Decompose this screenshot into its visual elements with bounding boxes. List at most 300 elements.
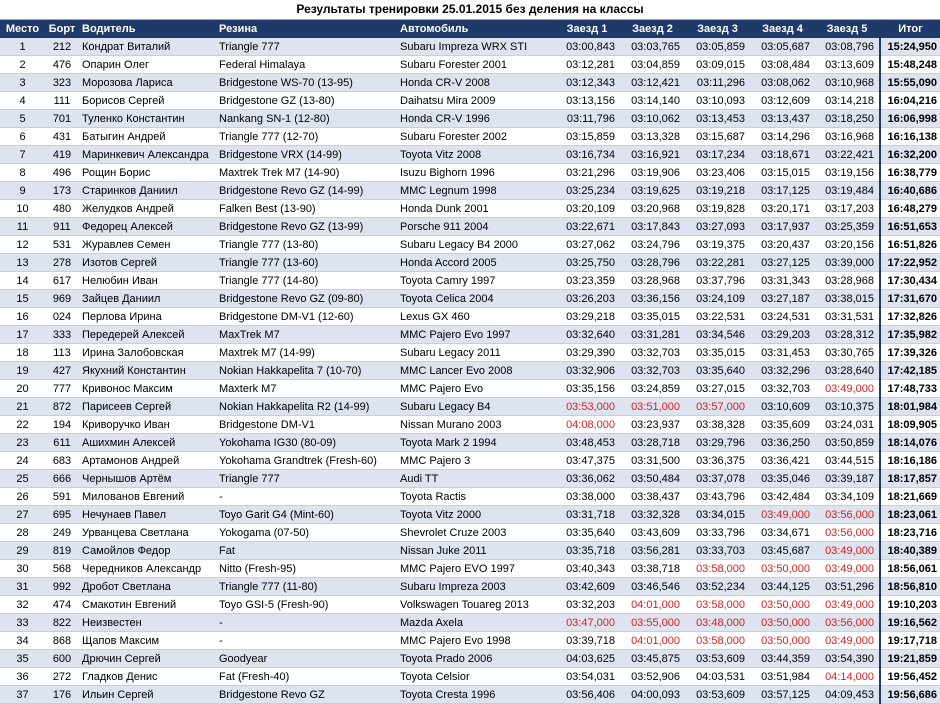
cell-lap-4: 03:17,937 <box>750 218 815 236</box>
cell-lap-2: 03:50,484 <box>620 470 685 488</box>
cell-lap-4: 03:31,343 <box>750 272 815 290</box>
cell-lap-3: 03:27,093 <box>685 218 750 236</box>
cell-lap-3: 03:05,859 <box>685 38 750 56</box>
cell-lap-1: 03:15,859 <box>554 128 620 146</box>
cell-tire: Toyo Garit G4 (Mint-60) <box>216 506 397 524</box>
cell-car: MMC Lancer Evo 2008 <box>397 362 554 380</box>
cell-place: 31 <box>0 578 45 596</box>
cell-lap-5: 03:54,390 <box>815 650 880 668</box>
cell-tire: Bridgestone Revo GZ (09-80) <box>216 290 397 308</box>
cell-lap-1: 03:31,718 <box>554 506 620 524</box>
cell-lap-2: 03:32,703 <box>620 344 685 362</box>
cell-car: Subaru Legacy 2011 <box>397 344 554 362</box>
cell-driver: Милованов Евгений <box>79 488 216 506</box>
table-row <box>0 596 940 614</box>
cell-lap-5: 03:34,109 <box>815 488 880 506</box>
cell-total: 19:10,203 <box>880 596 940 614</box>
cell-lap-2: 03:52,906 <box>620 668 685 686</box>
cell-driver: Самойлов Федор <box>79 542 216 560</box>
cell-board: 431 <box>45 128 79 146</box>
cell-car: Toyota Mark 2 1994 <box>397 434 554 452</box>
cell-lap-4: 03:17,125 <box>750 182 815 200</box>
cell-lap-3: 03:52,234 <box>685 578 750 596</box>
cell-board: 113 <box>45 344 79 362</box>
cell-lap-2: 03:20,968 <box>620 200 685 218</box>
cell-lap-3: 03:37,078 <box>685 470 750 488</box>
cell-board: 531 <box>45 236 79 254</box>
table-row <box>0 632 940 650</box>
cell-place: 5 <box>0 110 45 128</box>
cell-lap-3: 04:03,531 <box>685 668 750 686</box>
cell-car: Subaru Forester 2002 <box>397 128 554 146</box>
table-row <box>0 308 940 326</box>
cell-driver: Смакотин Евгений <box>79 596 216 614</box>
cell-total: 17:22,952 <box>880 254 940 272</box>
column-header-lap-2: Заезд 2 <box>620 20 685 38</box>
cell-tire: Maxtrek Trek M7 (14-90) <box>216 164 397 182</box>
cell-driver: Кривонос Максим <box>79 380 216 398</box>
cell-board: 872 <box>45 398 79 416</box>
cell-tire: Bridgestone WS-70 (13-95) <box>216 74 397 92</box>
cell-lap-1: 03:23,359 <box>554 272 620 290</box>
table-row <box>0 74 940 92</box>
cell-board: 024 <box>45 308 79 326</box>
cell-lap-3: 03:53,609 <box>685 686 750 704</box>
cell-lap-1: 03:39,718 <box>554 632 620 650</box>
cell-total: 17:48,733 <box>880 380 940 398</box>
cell-lap-2: 03:19,625 <box>620 182 685 200</box>
table-row <box>0 506 940 524</box>
column-header-lap-5: Заезд 5 <box>815 20 880 38</box>
cell-place: 2 <box>0 56 45 74</box>
cell-place: 11 <box>0 218 45 236</box>
cell-total: 15:55,090 <box>880 74 940 92</box>
cell-place: 8 <box>0 164 45 182</box>
cell-place: 27 <box>0 506 45 524</box>
cell-total: 18:40,389 <box>880 542 940 560</box>
cell-driver: Чернышов Артём <box>79 470 216 488</box>
cell-total: 18:16,186 <box>880 452 940 470</box>
cell-driver: Неизвестен <box>79 614 216 632</box>
cell-lap-4: 03:27,125 <box>750 254 815 272</box>
cell-lap-1: 03:35,640 <box>554 524 620 542</box>
cell-lap-2: 03:12,421 <box>620 74 685 92</box>
cell-place: 20 <box>0 380 45 398</box>
cell-board: 822 <box>45 614 79 632</box>
cell-place: 13 <box>0 254 45 272</box>
cell-tire: Yokohama IG30 (80-09) <box>216 434 397 452</box>
cell-total: 15:48,248 <box>880 56 940 74</box>
cell-lap-4: 03:13,437 <box>750 110 815 128</box>
cell-lap-1: 03:12,343 <box>554 74 620 92</box>
cell-place: 6 <box>0 128 45 146</box>
cell-car: Toyota Vitz 2008 <box>397 146 554 164</box>
cell-place: 14 <box>0 272 45 290</box>
cell-driver: Криворучко Иван <box>79 416 216 434</box>
cell-tire: Fat (Fresh-40) <box>216 668 397 686</box>
cell-lap-1: 03:54,031 <box>554 668 620 686</box>
cell-tire: - <box>216 488 397 506</box>
cell-driver: Морозова Лариса <box>79 74 216 92</box>
cell-lap-5: 03:39,187 <box>815 470 880 488</box>
cell-lap-5: 03:38,015 <box>815 290 880 308</box>
cell-total: 17:42,185 <box>880 362 940 380</box>
cell-lap-1: 03:00,843 <box>554 38 620 56</box>
table-row <box>0 578 940 596</box>
cell-lap-1: 03:16,734 <box>554 146 620 164</box>
cell-lap-1: 03:36,062 <box>554 470 620 488</box>
cell-lap-2: 03:28,796 <box>620 254 685 272</box>
table-row <box>0 38 940 56</box>
cell-tire: Falken Best (13-90) <box>216 200 397 218</box>
cell-tire: Triangle 777 (12-70) <box>216 128 397 146</box>
cell-lap-5: 03:28,640 <box>815 362 880 380</box>
cell-lap-3: 03:36,375 <box>685 452 750 470</box>
cell-place: 30 <box>0 560 45 578</box>
cell-total: 16:38,779 <box>880 164 940 182</box>
cell-lap-4: 03:42,484 <box>750 488 815 506</box>
cell-lap-3: 03:22,281 <box>685 254 750 272</box>
column-header-board: Борт <box>45 20 79 38</box>
table-row <box>0 416 940 434</box>
column-header-car: Автомобиль <box>397 20 554 38</box>
cell-car: Volkswagen Touareg 2013 <box>397 596 554 614</box>
cell-place: 12 <box>0 236 45 254</box>
cell-car: Subaru Legacy B4 <box>397 398 554 416</box>
cell-driver: Желудков Андрей <box>79 200 216 218</box>
cell-place: 21 <box>0 398 45 416</box>
cell-lap-3: 03:22,531 <box>685 308 750 326</box>
cell-car: Shevrolet Cruze 2003 <box>397 524 554 542</box>
cell-place: 22 <box>0 416 45 434</box>
cell-board: 212 <box>45 38 79 56</box>
cell-lap-4: 03:57,125 <box>750 686 815 704</box>
cell-lap-1: 03:42,609 <box>554 578 620 596</box>
column-header-lap-1: Заезд 1 <box>554 20 620 38</box>
cell-car: Toyota Vitz 2000 <box>397 506 554 524</box>
cell-car: Daihatsu Mira 2009 <box>397 92 554 110</box>
cell-place: 25 <box>0 470 45 488</box>
cell-tire: Maxtrek M7 (14-99) <box>216 344 397 362</box>
table-row <box>0 398 940 416</box>
cell-lap-3: 03:29,796 <box>685 434 750 452</box>
cell-car: Porsche 911 2004 <box>397 218 554 236</box>
cell-lap-4: 03:10,609 <box>750 398 815 416</box>
cell-place: 3 <box>0 74 45 92</box>
cell-total: 15:24,950 <box>880 38 940 56</box>
cell-driver: Якухний Константин <box>79 362 216 380</box>
table-row <box>0 326 940 344</box>
cell-car: Honda CR-V 2008 <box>397 74 554 92</box>
cell-lap-5: 03:51,296 <box>815 578 880 596</box>
table-row <box>0 524 940 542</box>
cell-lap-4: 03:50,000 <box>750 614 815 632</box>
cell-lap-4: 03:08,062 <box>750 74 815 92</box>
cell-lap-3: 03:48,000 <box>685 614 750 632</box>
cell-lap-5: 03:49,000 <box>815 380 880 398</box>
cell-lap-4: 03:34,671 <box>750 524 815 542</box>
cell-lap-3: 03:37,796 <box>685 272 750 290</box>
cell-lap-3: 03:34,015 <box>685 506 750 524</box>
cell-lap-4: 03:44,359 <box>750 650 815 668</box>
cell-lap-3: 03:15,687 <box>685 128 750 146</box>
cell-lap-5: 04:14,000 <box>815 668 880 686</box>
cell-place: 17 <box>0 326 45 344</box>
cell-lap-3: 03:19,218 <box>685 182 750 200</box>
cell-lap-5: 03:10,968 <box>815 74 880 92</box>
table-row <box>0 56 940 74</box>
cell-car: Toyota Celsior <box>397 668 554 686</box>
cell-lap-2: 03:31,500 <box>620 452 685 470</box>
cell-car: Toyota Cresta 1996 <box>397 686 554 704</box>
cell-lap-4: 03:20,437 <box>750 236 815 254</box>
cell-lap-5: 03:56,000 <box>815 614 880 632</box>
cell-lap-3: 03:35,640 <box>685 362 750 380</box>
cell-lap-2: 03:35,015 <box>620 308 685 326</box>
cell-lap-2: 03:28,968 <box>620 272 685 290</box>
cell-lap-3: 03:23,406 <box>685 164 750 182</box>
cell-tire: Nokian Hakkapelita 7 (10-70) <box>216 362 397 380</box>
cell-driver: Артамонов Андрей <box>79 452 216 470</box>
cell-car: Toyota Prado 2006 <box>397 650 554 668</box>
cell-lap-4: 03:18,671 <box>750 146 815 164</box>
cell-tire: Triangle 777 (11-80) <box>216 578 397 596</box>
column-header-tire: Резина <box>216 20 397 38</box>
cell-lap-1: 03:35,156 <box>554 380 620 398</box>
column-header-total: Итог <box>880 20 940 38</box>
table-row <box>0 542 940 560</box>
table-row <box>0 452 940 470</box>
cell-lap-2: 04:00,093 <box>620 686 685 704</box>
cell-total: 17:30,434 <box>880 272 940 290</box>
cell-lap-5: 03:31,531 <box>815 308 880 326</box>
cell-lap-1: 03:26,203 <box>554 290 620 308</box>
cell-driver: Журавлев Семен <box>79 236 216 254</box>
cell-lap-1: 03:27,062 <box>554 236 620 254</box>
cell-place: 36 <box>0 668 45 686</box>
cell-car: Subaru Impreza WRX STI <box>397 38 554 56</box>
cell-lap-2: 03:45,875 <box>620 650 685 668</box>
cell-board: 173 <box>45 182 79 200</box>
cell-car: MMC Pajero Evo 1998 <box>397 632 554 650</box>
cell-lap-3: 03:09,015 <box>685 56 750 74</box>
cell-tire: Maxterk M7 <box>216 380 397 398</box>
cell-tire: Triangle 777 (13-80) <box>216 236 397 254</box>
cell-board: 683 <box>45 452 79 470</box>
cell-board: 911 <box>45 218 79 236</box>
cell-total: 16:40,686 <box>880 182 940 200</box>
cell-place: 9 <box>0 182 45 200</box>
cell-total: 19:56,452 <box>880 668 940 686</box>
cell-tire: Bridgestone Revo GZ (13-99) <box>216 218 397 236</box>
cell-total: 18:56,061 <box>880 560 940 578</box>
table-row <box>0 668 940 686</box>
cell-place: 32 <box>0 596 45 614</box>
cell-lap-4: 03:08,484 <box>750 56 815 74</box>
cell-car: Subaru Forester 2001 <box>397 56 554 74</box>
cell-lap-3: 03:17,234 <box>685 146 750 164</box>
cell-driver: Опарин Олег <box>79 56 216 74</box>
cell-place: 15 <box>0 290 45 308</box>
cell-lap-2: 03:17,843 <box>620 218 685 236</box>
cell-place: 26 <box>0 488 45 506</box>
cell-lap-3: 03:43,796 <box>685 488 750 506</box>
cell-place: 1 <box>0 38 45 56</box>
cell-board: 701 <box>45 110 79 128</box>
cell-driver: Нелюбин Иван <box>79 272 216 290</box>
cell-lap-1: 03:32,906 <box>554 362 620 380</box>
cell-board: 868 <box>45 632 79 650</box>
cell-tire: Bridgestone DM-V1 <box>216 416 397 434</box>
cell-lap-2: 03:24,859 <box>620 380 685 398</box>
cell-board: 496 <box>45 164 79 182</box>
cell-lap-5: 03:14,218 <box>815 92 880 110</box>
cell-board: 476 <box>45 56 79 74</box>
cell-lap-5: 03:19,484 <box>815 182 880 200</box>
cell-tire: Fat <box>216 542 397 560</box>
table-header-row <box>0 20 940 38</box>
cell-lap-5: 03:10,375 <box>815 398 880 416</box>
cell-lap-3: 03:13,453 <box>685 110 750 128</box>
cell-lap-2: 04:01,000 <box>620 632 685 650</box>
cell-lap-1: 03:29,390 <box>554 344 620 362</box>
cell-place: 35 <box>0 650 45 668</box>
cell-total: 18:23,061 <box>880 506 940 524</box>
cell-driver: Маринкевич Александра <box>79 146 216 164</box>
cell-lap-5: 03:49,000 <box>815 596 880 614</box>
cell-board: 111 <box>45 92 79 110</box>
cell-total: 16:06,998 <box>880 110 940 128</box>
cell-lap-2: 03:04,859 <box>620 56 685 74</box>
cell-total: 19:16,562 <box>880 614 940 632</box>
cell-place: 16 <box>0 308 45 326</box>
cell-total: 18:17,857 <box>880 470 940 488</box>
cell-place: 37 <box>0 686 45 704</box>
cell-total: 17:39,326 <box>880 344 940 362</box>
cell-lap-1: 03:38,000 <box>554 488 620 506</box>
cell-lap-3: 03:27,015 <box>685 380 750 398</box>
cell-driver: Зайцев Даниил <box>79 290 216 308</box>
column-header-place: Место <box>0 20 45 38</box>
cell-lap-1: 03:22,671 <box>554 218 620 236</box>
cell-lap-2: 03:23,937 <box>620 416 685 434</box>
cell-car: Nissan Murano 2003 <box>397 416 554 434</box>
cell-lap-2: 04:01,000 <box>620 596 685 614</box>
table-row <box>0 362 940 380</box>
cell-lap-4: 03:50,000 <box>750 596 815 614</box>
cell-board: 969 <box>45 290 79 308</box>
cell-car: Subaru Legacy B4 2000 <box>397 236 554 254</box>
table-row <box>0 164 940 182</box>
table-row <box>0 272 940 290</box>
cell-lap-5: 03:56,000 <box>815 506 880 524</box>
cell-lap-5: 03:49,000 <box>815 632 880 650</box>
cell-driver: Чередников Александр <box>79 560 216 578</box>
cell-lap-1: 03:32,640 <box>554 326 620 344</box>
cell-lap-5: 03:28,312 <box>815 326 880 344</box>
cell-tire: Nokian Hakkapelita R2 (14-99) <box>216 398 397 416</box>
cell-tire: Yokogama (07-50) <box>216 524 397 542</box>
table-row <box>0 488 940 506</box>
table-row <box>0 614 940 632</box>
cell-driver: Урванцева Светлана <box>79 524 216 542</box>
page-title: Результаты тренировки 25.01.2015 без деления на классы <box>0 0 940 20</box>
table-row <box>0 434 940 452</box>
table-row <box>0 686 940 704</box>
cell-lap-2: 03:51,000 <box>620 398 685 416</box>
cell-driver: Дрючин Сергей <box>79 650 216 668</box>
cell-tire: Yokohama Grandtrek (Fresh-60) <box>216 452 397 470</box>
cell-lap-1: 03:53,000 <box>554 398 620 416</box>
cell-lap-5: 04:09,453 <box>815 686 880 704</box>
cell-tire: Nitto (Fresh-95) <box>216 560 397 578</box>
cell-lap-3: 03:24,109 <box>685 290 750 308</box>
table-row <box>0 146 940 164</box>
cell-lap-3: 03:34,546 <box>685 326 750 344</box>
cell-lap-5: 03:18,250 <box>815 110 880 128</box>
cell-car: MMC Legnum 1998 <box>397 182 554 200</box>
cell-lap-4: 03:45,687 <box>750 542 815 560</box>
cell-lap-2: 03:43,609 <box>620 524 685 542</box>
cell-board: 819 <box>45 542 79 560</box>
cell-lap-3: 03:33,796 <box>685 524 750 542</box>
table-row <box>0 128 940 146</box>
cell-tire: Federal Himalaya <box>216 56 397 74</box>
cell-place: 18 <box>0 344 45 362</box>
cell-total: 19:21,859 <box>880 650 940 668</box>
cell-lap-3: 03:58,000 <box>685 560 750 578</box>
cell-board: 480 <box>45 200 79 218</box>
cell-driver: Ильин Сергей <box>79 686 216 704</box>
column-header-lap-3: Заезд 3 <box>685 20 750 38</box>
cell-car: Toyota Celica 2004 <box>397 290 554 308</box>
cell-lap-3: 03:19,828 <box>685 200 750 218</box>
cell-lap-1: 03:13,156 <box>554 92 620 110</box>
cell-lap-1: 03:47,000 <box>554 614 620 632</box>
cell-total: 16:48,279 <box>880 200 940 218</box>
table-row <box>0 344 940 362</box>
cell-lap-3: 03:19,375 <box>685 236 750 254</box>
cell-lap-3: 03:10,093 <box>685 92 750 110</box>
cell-lap-1: 03:12,281 <box>554 56 620 74</box>
cell-lap-4: 03:36,250 <box>750 434 815 452</box>
cell-place: 24 <box>0 452 45 470</box>
cell-car: Subaru Impreza 2003 <box>397 578 554 596</box>
cell-tire: Goodyear <box>216 650 397 668</box>
cell-total: 18:09,905 <box>880 416 940 434</box>
cell-lap-1: 03:25,234 <box>554 182 620 200</box>
cell-lap-1: 03:25,750 <box>554 254 620 272</box>
cell-total: 19:56,686 <box>880 686 940 704</box>
cell-lap-2: 03:28,718 <box>620 434 685 452</box>
cell-lap-4: 03:32,703 <box>750 380 815 398</box>
cell-driver: Ирина Залобовская <box>79 344 216 362</box>
cell-lap-3: 03:33,703 <box>685 542 750 560</box>
cell-driver: Старинков Даниил <box>79 182 216 200</box>
cell-lap-3: 03:57,000 <box>685 398 750 416</box>
cell-board: 323 <box>45 74 79 92</box>
cell-car: Audi TT <box>397 470 554 488</box>
cell-lap-4: 03:44,125 <box>750 578 815 596</box>
cell-driver: Рощин Борис <box>79 164 216 182</box>
cell-total: 18:14,076 <box>880 434 940 452</box>
cell-lap-2: 03:13,328 <box>620 128 685 146</box>
column-header-driver: Водитель <box>79 20 216 38</box>
cell-lap-2: 03:36,156 <box>620 290 685 308</box>
cell-lap-5: 03:50,859 <box>815 434 880 452</box>
cell-lap-5: 03:49,000 <box>815 542 880 560</box>
cell-board: 992 <box>45 578 79 596</box>
